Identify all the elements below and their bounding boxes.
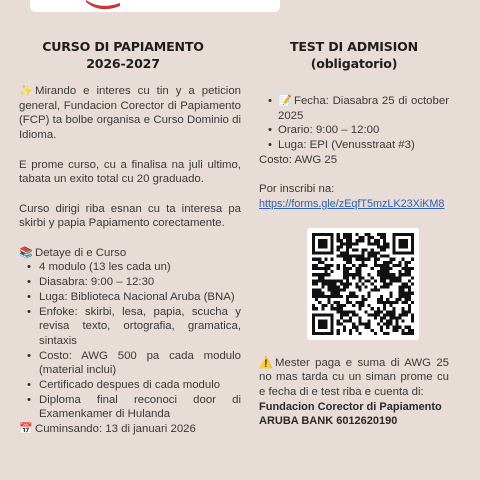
memo-icon: 📝	[278, 95, 292, 107]
register-link[interactable]: https://forms.gle/zEqfT5mzLK23XiKM8	[259, 197, 445, 210]
details-item: • Costo: AWG 500 pa cada modulo (material inclui)	[19, 349, 241, 378]
test-title-line1: TEST DI ADMISION	[290, 39, 418, 54]
course-title-line1: CURSO DI PAPIAMENTO	[42, 39, 204, 54]
intro-paragraph	[19, 84, 241, 143]
test-cost: Costo: AWG 25	[259, 153, 338, 166]
sparkles-icon: ✨	[19, 85, 33, 97]
test-info-item: • Luga: EPI (Venusstraat #3)	[259, 138, 449, 153]
payment-note-text: Mester paga e suma di AWG 25 no mas tarda cu un siman prome cu e fecha di e test riba e cuenta di:	[259, 356, 449, 399]
calendar-icon: 📅	[19, 423, 33, 436]
test-date: Fecha: Diasabra 25 di october 2025	[278, 95, 449, 122]
test-info-list	[259, 94, 449, 153]
result-paragraph: E prome curso, cu a finalisa na juli ultimo, tabata un exito total cu 20 graduado.	[19, 158, 241, 186]
register-label: Por inscribi na:	[259, 183, 335, 196]
test-title	[259, 38, 449, 72]
books-icon: 📚	[19, 246, 33, 259]
start-date-text: Cuminsando: 13 di januari 2026	[35, 423, 196, 436]
test-info-item	[259, 94, 449, 123]
test-info-item: • Orario: 9:00 – 12:00	[259, 123, 449, 138]
bank-name: Fundacion Corector di Papiamento	[259, 400, 442, 413]
warning-icon: ⚠️	[259, 356, 273, 369]
bank-account: ARUBA BANK 6012620190	[259, 415, 398, 428]
course-title	[19, 38, 227, 72]
start-date	[19, 422, 241, 437]
course-column	[19, 38, 241, 437]
header-card	[30, 0, 280, 12]
details-item: • 4 modulo (13 les cada un)	[19, 260, 241, 275]
details-item: • Enfoke: skirbi, lesa, papia, scucha y revisa texto, ortografia, gramatica, sintaxis	[19, 305, 241, 349]
logo-swoosh	[86, 0, 120, 12]
details-item: • Diploma final reconoci door di Examenkamer di Hulanda	[19, 393, 241, 422]
details-heading	[19, 246, 241, 261]
qr-code-graphic	[312, 233, 414, 335]
qr-code-icon[interactable]	[307, 228, 419, 340]
details-title: Detaye di e Curso	[35, 246, 127, 259]
details-list	[19, 260, 241, 422]
test-title-line2: (obligatorio)	[310, 56, 398, 71]
details-item: • Luga: Biblioteca Nacional Aruba (BNA)	[19, 290, 241, 305]
target-paragraph: Curso dirigi riba esnan cu ta interesa pa skirbi y papia Papiamento corectamente.	[19, 202, 241, 230]
details-item: • Certificado despues di cada modulo	[19, 378, 241, 393]
test-column	[259, 38, 449, 429]
intro-text: Mirando e interes cu tin y a peticion general, Fundacion Corector di Papiamento (FCP) ta bolbe organisa e Curso Dominio di Idioma.	[19, 85, 241, 142]
details-item: • Diasabra: 9:00 – 12:30	[19, 275, 241, 290]
course-title-line2: 2026-2027	[86, 56, 160, 71]
payment-note	[259, 356, 449, 400]
